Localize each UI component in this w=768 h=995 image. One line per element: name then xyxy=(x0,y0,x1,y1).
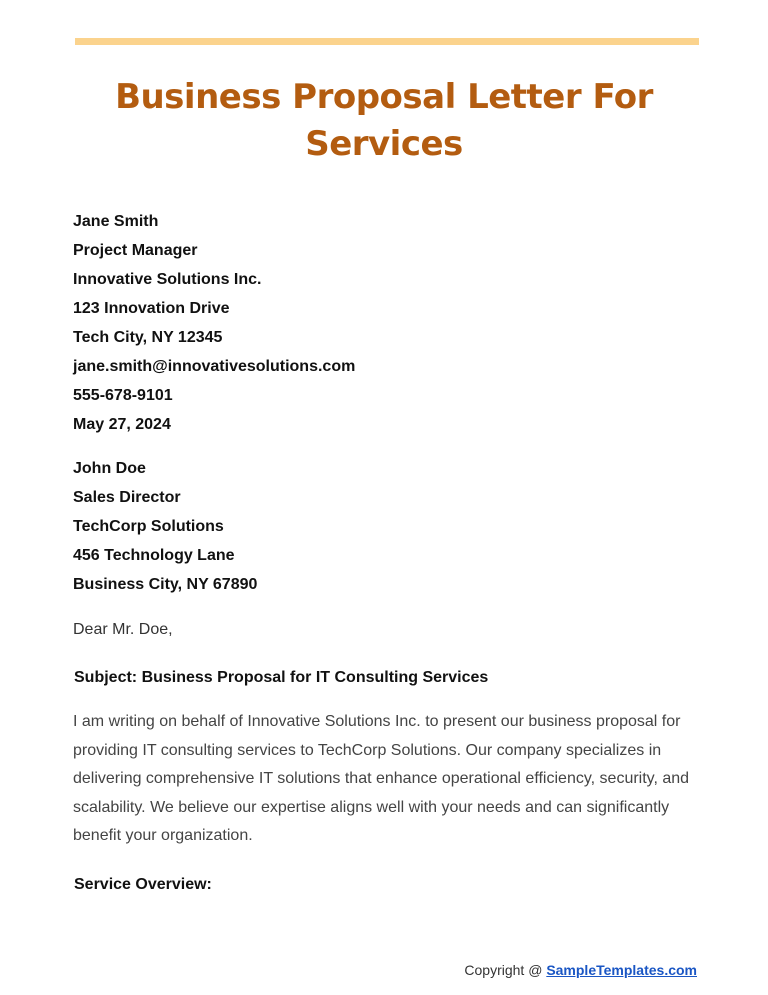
recipient-name: John Doe xyxy=(73,460,146,477)
body-paragraph xyxy=(73,708,713,851)
sender-position: Project Manager xyxy=(73,242,198,259)
body-line: providing IT consulting services to TechCorp Solutions. Our company specializes in xyxy=(73,741,662,759)
sender-company: Innovative Solutions Inc. xyxy=(73,271,262,288)
salutation: Dear Mr. Doe, xyxy=(73,621,173,638)
body-line: I am writing on behalf of Innovative Solutions Inc. to present our business proposal for xyxy=(73,713,681,730)
letter-date: May 27, 2024 xyxy=(73,416,171,433)
page-title: Business Proposal Letter For Services xyxy=(115,77,653,164)
body-line: benefit your organization. xyxy=(73,827,253,845)
body-line: delivering comprehensive IT solutions that enhance operational efficiency, security, and xyxy=(73,770,690,788)
sender-email: jane.smith@innovativesolutions.com xyxy=(73,358,356,375)
section-heading: Service Overview: xyxy=(74,876,212,893)
recipient-company: TechCorp Solutions xyxy=(73,518,224,535)
subject-line: Subject: Business Proposal for IT Consulting Services xyxy=(74,669,489,686)
recipient-city-state-zip: Business City, NY 67890 xyxy=(73,576,258,593)
sender-address-block xyxy=(73,207,355,439)
copyright-prefix: Copyright @ xyxy=(464,962,547,978)
sender-city-state-zip: Tech City, NY 12345 xyxy=(73,329,223,346)
sender-street: 123 Innovation Drive xyxy=(73,300,230,317)
accent-bar xyxy=(75,38,699,45)
recipient-address-block xyxy=(73,454,257,599)
body-line: scalability. We believe our expertise aligns well with your needs and can significantly xyxy=(73,798,670,816)
sender-phone: 555-678-9101 xyxy=(73,387,173,404)
copyright-footer xyxy=(464,959,697,981)
sample-templates-link[interactable]: SampleTemplates.com xyxy=(546,962,697,978)
sender-name: Jane Smith xyxy=(73,213,159,230)
recipient-position: Sales Director xyxy=(73,489,181,506)
recipient-street: 456 Technology Lane xyxy=(73,547,235,564)
